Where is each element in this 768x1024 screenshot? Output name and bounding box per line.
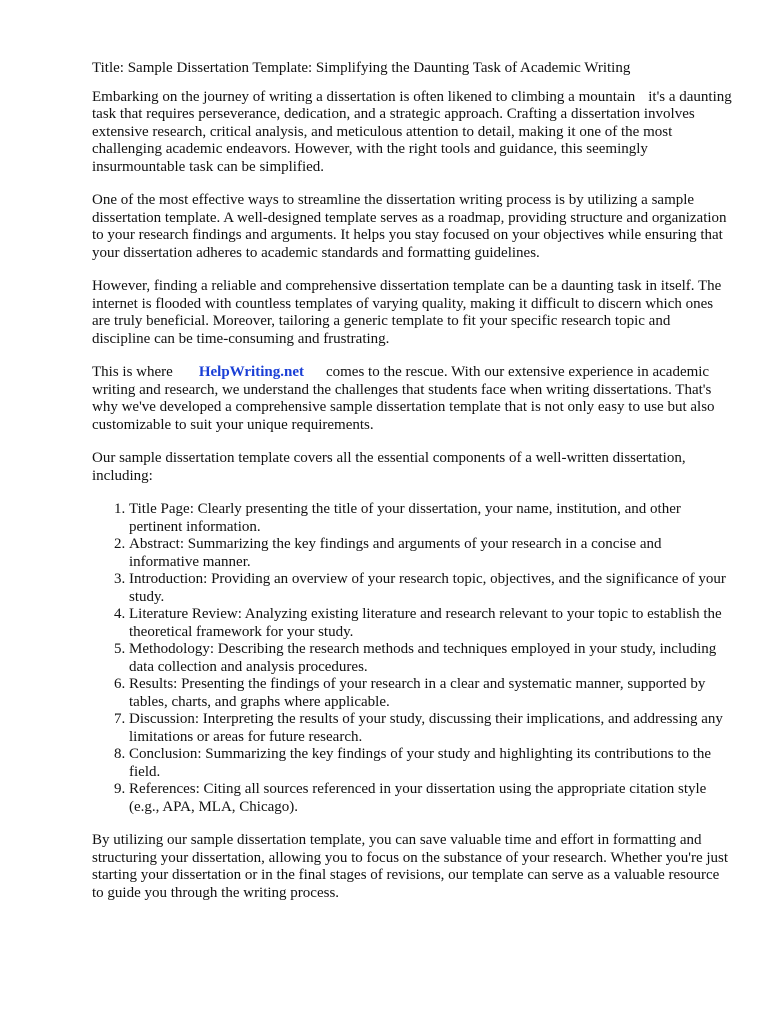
- paragraph-intro-part-2: it's a daunting task that requires perseverance, dedication, and a strategic approach. Crafting a dissertation involves extensive research, critical analysis, and meticulous attention to detail, making it one of the most challenging academic endeavors. However, with the right tools and guidance, this seemingly insurmountable task can be simplified.: [92, 88, 732, 175]
- list-item: 2. Abstract: Summarizing the key findings and arguments of your research in a concise and informative manner.: [129, 536, 732, 571]
- paragraph-finding-template: However, finding a reliable and comprehensive dissertation template can be a daunting task in itself. The internet is flooded with countless templates of varying quality, making it difficult to discern which ones are truly beneficial. Moreover, tailoring a generic template to fit your specific research topic and discipline can be time-consuming and frustrating.: [92, 278, 722, 347]
- components-list: [92, 501, 732, 816]
- list-item: 3. Introduction: Providing an overview of your research topic, objectives, and the significance of your study.: [129, 571, 732, 606]
- document-title: Title: Sample Dissertation Template: Simplifying the Daunting Task of Academic Writing: [92, 60, 631, 76]
- list-item: 7. Discussion: Interpreting the results of your study, discussing their implications, and addressing any limitations or areas for future research.: [129, 711, 732, 746]
- list-item: 1. Title Page: Clearly presenting the title of your dissertation, your name, institution, and other pertinent information.: [129, 501, 732, 536]
- list-item: 8. Conclusion: Summarizing the key findings of your study and highlighting its contributions to the field.: [129, 746, 732, 781]
- paragraph-conclusion: By utilizing our sample dissertation template, you can save valuable time and effort in formatting and structuring your dissertation, allowing you to focus on the substance of your research. Whether you're just starting your dissertation or in the final stages of revisions, our template can serve as a valuable resource to guide you through the writing process.: [92, 832, 729, 901]
- paragraph-helpwriting: [92, 364, 732, 434]
- list-item: 5. Methodology: Describing the research methods and techniques employed in your study, including data collection and analysis procedures.: [129, 641, 732, 676]
- list-item: 9. References: Citing all sources referenced in your dissertation using the appropriate citation style (e.g., APA, MLA, Chicago).: [129, 781, 732, 816]
- list-item: 4. Literature Review: Analyzing existing literature and research relevant to your topic to establish the theoretical framework for your study.: [129, 606, 732, 641]
- list-item: 6. Results: Presenting the findings of your research in a clear and systematic manner, supported by tables, charts, and graphs where applicable.: [129, 676, 732, 711]
- paragraph-intro-part-1: Embarking on the journey of writing a dissertation is often likened to climbing a mountain: [92, 88, 636, 105]
- paragraph-template-benefits: One of the most effective ways to streamline the dissertation writing process is by utilizing a sample dissertation template. A well-designed template serves as a roadmap, providing structure and organization to your research findings and arguments. It helps you stay focused on your objectives while ensuring that your dissertation adheres to academic standards and formatting guidelines.: [92, 192, 727, 261]
- paragraph-helpwriting-body: comes to the rescue. With our extensive experience in academic writing and research, we understand the challenges that students face when writing dissertations. That's why we've developed a comprehensive sample dissertation template that is not only easy to use but also customizable to suit your unique requirements.: [92, 364, 715, 433]
- document-page: [92, 60, 732, 918]
- paragraph-helpwriting-lead: This is where: [92, 364, 173, 380]
- paragraph-intro: [92, 89, 732, 177]
- paragraph-components-intro: Our sample dissertation template covers all the essential components of a well-written dissertation, including:: [92, 450, 686, 484]
- helpwriting-link[interactable]: HelpWriting.net: [198, 364, 304, 380]
